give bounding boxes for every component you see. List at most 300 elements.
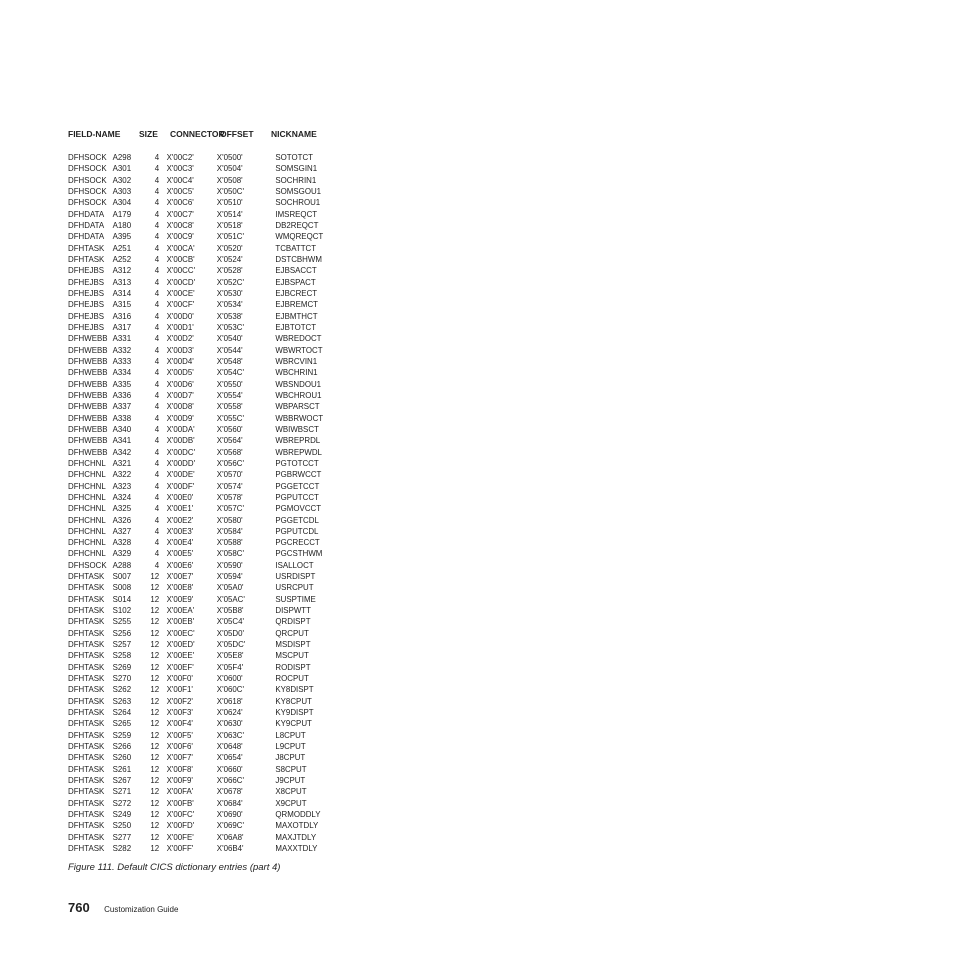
- row-nickname: PGGETCCT: [275, 480, 320, 491]
- row-field-name: DFHSOCK: [68, 559, 107, 570]
- row-field-name: DFHCHNL: [68, 537, 106, 548]
- row-size: 12: [150, 673, 160, 684]
- row-offset: X'0574': [216, 480, 243, 491]
- row-connector: X'00D4': [166, 355, 194, 366]
- row-field-name: DFHTASK: [68, 673, 105, 684]
- row-nickname: WBIWBSCT: [275, 423, 319, 434]
- row-connector: X'00EA': [166, 605, 195, 616]
- row-size: 12: [150, 809, 160, 820]
- row-connector: X'00EF': [166, 661, 194, 672]
- row-offset: X'053C': [216, 321, 245, 332]
- row-connector: X'00F4': [166, 718, 193, 729]
- row-size: 4: [154, 367, 160, 378]
- row-field-code: S269: [112, 661, 132, 672]
- row-field-code: A335: [112, 378, 132, 389]
- row-connector: X'00D9': [166, 412, 194, 423]
- table-row: [68, 560, 328, 571]
- row-size: 4: [154, 480, 160, 491]
- row-offset: X'063C': [216, 729, 245, 740]
- row-size: 12: [150, 718, 160, 729]
- row-nickname: S8CPUT: [275, 763, 307, 774]
- row-field-code: S259: [112, 729, 132, 740]
- row-field-code: A331: [112, 333, 132, 344]
- row-field-name: DFHCHNL: [68, 469, 106, 480]
- row-connector: X'00DC': [166, 446, 196, 457]
- page-footer: [68, 899, 178, 917]
- row-offset: X'057C': [216, 503, 245, 514]
- row-field-code: A341: [112, 435, 132, 446]
- row-offset: X'05AC': [216, 593, 245, 604]
- row-size: 12: [150, 593, 160, 604]
- table-row: [68, 345, 328, 356]
- row-size: 12: [150, 661, 160, 672]
- row-offset: X'05C4': [216, 616, 245, 627]
- row-offset: X'0648': [216, 741, 243, 752]
- row-field-code: A301: [112, 163, 132, 174]
- row-offset: X'0544': [216, 344, 243, 355]
- table-row: [68, 628, 328, 639]
- row-field-name: DFHTASK: [68, 843, 105, 854]
- row-connector: X'00FC': [166, 809, 195, 820]
- header-connector: CONNECTOR: [170, 129, 225, 139]
- row-size: 12: [150, 775, 160, 786]
- row-nickname: MAXXTDLY: [275, 843, 318, 854]
- table-row: [68, 231, 328, 242]
- row-size: 12: [150, 752, 160, 763]
- row-connector: X'00C6': [166, 197, 194, 208]
- row-offset: X'05DC': [216, 639, 246, 650]
- row-nickname: EJBREMCT: [275, 299, 318, 310]
- row-size: 4: [154, 355, 160, 366]
- row-field-name: DFHTASK: [68, 809, 105, 820]
- table-row: [68, 537, 328, 548]
- row-field-name: DFHTASK: [68, 752, 105, 763]
- row-offset: X'056C': [216, 457, 245, 468]
- row-field-name: DFHTASK: [68, 661, 105, 672]
- row-field-name: DFHTASK: [68, 242, 105, 253]
- row-offset: X'054C': [216, 367, 245, 378]
- row-field-code: S272: [112, 797, 132, 808]
- table-row: [68, 413, 328, 424]
- table-row: [68, 175, 328, 186]
- row-size: 4: [154, 537, 160, 548]
- table-row: [68, 503, 328, 514]
- row-offset: X'0500': [216, 152, 243, 162]
- row-nickname: WMQREQCT: [275, 231, 324, 242]
- row-size: 4: [154, 423, 160, 434]
- row-field-name: DFHWEBB: [68, 446, 108, 457]
- row-offset: X'05D0': [216, 627, 245, 638]
- row-nickname: PGCRECCT: [275, 537, 320, 548]
- table-row: [68, 311, 328, 322]
- row-offset: X'058C': [216, 548, 245, 559]
- row-connector: X'00FF': [166, 843, 194, 854]
- row-offset: X'0558': [216, 401, 243, 412]
- row-size: 4: [154, 152, 160, 162]
- table-row: [68, 424, 328, 435]
- row-field-name: DFHTASK: [68, 571, 105, 582]
- row-nickname: SOCHRIN1: [275, 174, 317, 185]
- row-offset: X'0654': [216, 752, 243, 763]
- row-size: 4: [154, 457, 160, 468]
- row-connector: X'00C5': [166, 185, 194, 196]
- row-nickname: WBREPWDL: [275, 446, 322, 457]
- row-field-code: A316: [112, 310, 132, 321]
- row-nickname: KY9DISPT: [275, 707, 314, 718]
- row-connector: X'00C8': [166, 219, 194, 230]
- row-size: 4: [154, 514, 160, 525]
- table-row: [68, 718, 328, 729]
- row-field-name: DFHDATA: [68, 219, 105, 230]
- row-nickname: PGPUTCDL: [275, 525, 319, 536]
- row-nickname: EJBCRECT: [275, 287, 318, 298]
- row-nickname: PGTOTCCT: [275, 457, 319, 468]
- row-offset: X'0530': [216, 287, 243, 298]
- row-size: 4: [154, 219, 160, 230]
- row-field-code: A288: [112, 559, 132, 570]
- row-nickname: MSDISPT: [275, 639, 311, 650]
- figure-caption: Figure 111. Default CICS dictionary entries (part 4): [68, 862, 281, 873]
- row-nickname: SOTOTCT: [275, 152, 314, 162]
- row-nickname: WBBRWOCT: [275, 412, 324, 423]
- row-offset: X'0504': [216, 163, 243, 174]
- row-offset: X'0560': [216, 423, 243, 434]
- table-row: [68, 243, 328, 254]
- row-field-name: DFHTASK: [68, 616, 105, 627]
- row-field-code: A337: [112, 401, 132, 412]
- row-nickname: SOMSGIN1: [275, 163, 318, 174]
- row-connector: X'00F0': [166, 673, 193, 684]
- table-row: [68, 481, 328, 492]
- row-nickname: MAXJTDLY: [275, 831, 317, 842]
- row-field-code: A329: [112, 548, 132, 559]
- row-field-code: S255: [112, 616, 132, 627]
- row-offset: X'052C': [216, 276, 245, 287]
- row-offset: X'0534': [216, 299, 243, 310]
- row-offset: X'0684': [216, 797, 243, 808]
- row-field-code: A324: [112, 491, 132, 502]
- row-field-code: A333: [112, 355, 132, 366]
- row-nickname: KY9CPUT: [275, 718, 312, 729]
- table-row: [68, 548, 328, 559]
- row-field-code: A334: [112, 367, 132, 378]
- row-field-code: A298: [112, 152, 132, 162]
- table-row: [68, 616, 328, 627]
- row-size: 12: [150, 627, 160, 638]
- row-field-code: A251: [112, 242, 132, 253]
- row-nickname: SOMSGOU1: [275, 185, 322, 196]
- row-nickname: WBREDOCT: [275, 333, 322, 344]
- row-field-code: S270: [112, 673, 132, 684]
- row-offset: X'0510': [216, 197, 243, 208]
- row-field-name: DFHTASK: [68, 582, 105, 593]
- row-field-name: DFHWEBB: [68, 333, 108, 344]
- row-field-code: A179: [112, 208, 132, 219]
- row-field-code: A322: [112, 469, 132, 480]
- row-connector: X'00F9': [166, 775, 193, 786]
- row-connector: X'00CB': [166, 253, 195, 264]
- row-offset: X'0578': [216, 491, 243, 502]
- row-nickname: WBWRTOCT: [275, 344, 323, 355]
- row-nickname: MSCPUT: [275, 650, 309, 661]
- row-nickname: KY8CPUT: [275, 695, 312, 706]
- row-nickname: PGMOVCCT: [275, 503, 322, 514]
- row-field-code: S271: [112, 786, 132, 797]
- table-row: [68, 673, 328, 684]
- table-row: [68, 571, 328, 582]
- row-offset: X'066C': [216, 775, 245, 786]
- table-row: [68, 798, 328, 809]
- row-nickname: EJBMTHCT: [275, 310, 318, 321]
- row-offset: X'051C': [216, 231, 245, 242]
- row-field-name: DFHTASK: [68, 729, 105, 740]
- row-size: 12: [150, 684, 160, 695]
- row-offset: X'0678': [216, 786, 243, 797]
- table-row: [68, 401, 328, 412]
- header-offset: OFFSET: [220, 129, 254, 139]
- row-connector: X'00E5': [166, 548, 194, 559]
- row-connector: X'00E7': [166, 571, 194, 582]
- row-connector: X'00F7': [166, 752, 193, 763]
- row-offset: X'0520': [216, 242, 243, 253]
- row-field-name: DFHCHNL: [68, 491, 106, 502]
- table-row: [68, 447, 328, 458]
- row-connector: X'00DB': [166, 435, 195, 446]
- row-nickname: ROCPUT: [275, 673, 309, 684]
- row-connector: X'00D5': [166, 367, 194, 378]
- row-nickname: WBCHRIN1: [275, 367, 318, 378]
- row-offset: X'0580': [216, 514, 243, 525]
- row-size: 4: [154, 265, 160, 276]
- row-nickname: WBPARSCT: [275, 401, 320, 412]
- row-offset: X'06A8': [216, 831, 244, 842]
- row-nickname: DISPWTT: [275, 605, 311, 616]
- row-field-name: DFHTASK: [68, 639, 105, 650]
- row-field-code: S262: [112, 684, 132, 695]
- row-field-code: A313: [112, 276, 132, 287]
- row-connector: X'00D6': [166, 378, 194, 389]
- row-field-code: S261: [112, 763, 132, 774]
- row-offset: X'0548': [216, 355, 243, 366]
- row-size: 4: [154, 163, 160, 174]
- row-field-name: DFHTASK: [68, 831, 105, 842]
- row-connector: X'00FA': [166, 786, 194, 797]
- row-size: 4: [154, 208, 160, 219]
- row-connector: X'00D2': [166, 333, 194, 344]
- row-nickname: WBSNDOU1: [275, 378, 322, 389]
- row-field-code: A180: [112, 219, 132, 230]
- row-connector: X'00DA': [166, 423, 195, 434]
- row-offset: X'0624': [216, 707, 243, 718]
- row-field-name: DFHTASK: [68, 593, 105, 604]
- table-row: [68, 390, 328, 401]
- row-nickname: PGBRWCCT: [275, 469, 322, 480]
- row-connector: X'00E3': [166, 525, 194, 536]
- row-size: 4: [154, 197, 160, 208]
- row-field-name: DFHEJBS: [68, 299, 105, 310]
- table-row: [68, 277, 328, 288]
- row-field-name: DFHCHNL: [68, 503, 106, 514]
- row-nickname: QRDISPT: [275, 616, 311, 627]
- row-field-name: DFHDATA: [68, 208, 105, 219]
- row-size: 4: [154, 310, 160, 321]
- table-row: [68, 820, 328, 831]
- row-field-code: A252: [112, 253, 132, 264]
- row-field-code: A303: [112, 185, 132, 196]
- row-offset: X'0570': [216, 469, 243, 480]
- row-nickname: RODISPT: [275, 661, 311, 672]
- row-nickname: MAXOTDLY: [275, 820, 319, 831]
- row-offset: X'0630': [216, 718, 243, 729]
- table-row: [68, 163, 328, 174]
- row-nickname: X9CPUT: [275, 797, 307, 808]
- row-nickname: WBREPRDL: [275, 435, 321, 446]
- row-nickname: DSTCBHWM: [275, 253, 322, 264]
- row-size: 4: [154, 389, 160, 400]
- row-size: 12: [150, 571, 160, 582]
- row-size: 4: [154, 253, 160, 264]
- row-connector: X'00EE': [166, 650, 195, 661]
- row-size: 12: [150, 707, 160, 718]
- row-connector: X'00FE': [166, 831, 194, 842]
- row-connector: X'00F8': [166, 763, 193, 774]
- table-row: [68, 186, 328, 197]
- row-field-code: A326: [112, 514, 132, 525]
- table-row: [68, 662, 328, 673]
- row-field-name: DFHTASK: [68, 786, 105, 797]
- row-field-code: S258: [112, 650, 132, 661]
- row-offset: X'050C': [216, 185, 245, 196]
- row-nickname: PGCSTHWM: [275, 548, 323, 559]
- row-offset: X'0514': [216, 208, 243, 219]
- row-field-name: DFHTASK: [68, 820, 105, 831]
- row-connector: X'00CE': [166, 287, 195, 298]
- row-offset: X'0508': [216, 174, 243, 185]
- row-offset: X'069C': [216, 820, 245, 831]
- row-nickname: SUSPTIME: [275, 593, 316, 604]
- row-nickname: PGGETCDL: [275, 514, 319, 525]
- row-field-code: S277: [112, 831, 132, 842]
- row-field-name: DFHWEBB: [68, 423, 108, 434]
- row-field-code: A321: [112, 457, 132, 468]
- row-connector: X'00F1': [166, 684, 193, 695]
- row-connector: X'00E8': [166, 582, 194, 593]
- row-size: 4: [154, 435, 160, 446]
- table-row: [68, 832, 328, 843]
- table-row: [68, 752, 328, 763]
- row-nickname: ISALLOCT: [275, 559, 314, 570]
- row-field-name: DFHEJBS: [68, 310, 105, 321]
- row-connector: X'00C4': [166, 174, 194, 185]
- row-offset: X'0568': [216, 446, 243, 457]
- table-row: [68, 458, 328, 469]
- row-size: 12: [150, 741, 160, 752]
- row-size: 12: [150, 820, 160, 831]
- table-row: [68, 696, 328, 707]
- row-field-code: A342: [112, 446, 132, 457]
- row-offset: X'055C': [216, 412, 245, 423]
- row-offset: X'0524': [216, 253, 243, 264]
- table-row: [68, 379, 328, 390]
- table-row: [68, 605, 328, 616]
- row-nickname: L9CPUT: [275, 741, 306, 752]
- row-field-name: DFHSOCK: [68, 152, 107, 162]
- table-row: [68, 684, 328, 695]
- row-connector: X'00C7': [166, 208, 194, 219]
- row-field-name: DFHTASK: [68, 684, 105, 695]
- table-row: [68, 526, 328, 537]
- row-field-code: S249: [112, 809, 132, 820]
- book-title: Customization Guide: [104, 905, 179, 914]
- row-nickname: QRMODDLY: [275, 809, 321, 820]
- row-field-name: DFHWEBB: [68, 435, 108, 446]
- table-row: [68, 809, 328, 820]
- row-field-code: A395: [112, 231, 132, 242]
- row-offset: X'05A0': [216, 582, 244, 593]
- row-field-name: DFHCHNL: [68, 514, 106, 525]
- table-row: [68, 639, 328, 650]
- row-offset: X'0518': [216, 219, 243, 230]
- row-size: 4: [154, 491, 160, 502]
- table-row: [68, 843, 328, 854]
- row-field-code: A332: [112, 344, 132, 355]
- row-nickname: EJBSACCT: [275, 265, 317, 276]
- table-row: [68, 492, 328, 503]
- row-offset: X'0588': [216, 537, 243, 548]
- row-size: 12: [150, 797, 160, 808]
- table-row: [68, 265, 328, 276]
- table-row: [68, 333, 328, 344]
- row-connector: X'00ED': [166, 639, 195, 650]
- row-field-code: S250: [112, 820, 132, 831]
- row-size: 12: [150, 831, 160, 842]
- row-connector: X'00DD': [166, 457, 196, 468]
- row-field-code: A325: [112, 503, 132, 514]
- row-size: 4: [154, 344, 160, 355]
- row-offset: X'0538': [216, 310, 243, 321]
- row-size: 12: [150, 729, 160, 740]
- row-size: 4: [154, 321, 160, 332]
- row-size: 4: [154, 559, 160, 570]
- row-size: 4: [154, 299, 160, 310]
- row-offset: X'0600': [216, 673, 243, 684]
- row-connector: X'00C2': [166, 152, 194, 162]
- row-field-name: DFHTASK: [68, 707, 105, 718]
- table-row: [68, 707, 328, 718]
- row-offset: X'0618': [216, 695, 243, 706]
- row-field-code: S264: [112, 707, 132, 718]
- row-field-code: A312: [112, 265, 132, 276]
- row-field-name: DFHWEBB: [68, 344, 108, 355]
- row-nickname: IMSREQCT: [275, 208, 318, 219]
- row-field-code: A338: [112, 412, 132, 423]
- row-size: 4: [154, 287, 160, 298]
- row-field-code: S102: [112, 605, 132, 616]
- row-size: 4: [154, 231, 160, 242]
- row-connector: X'00E4': [166, 537, 194, 548]
- row-connector: X'00CA': [166, 242, 195, 253]
- row-field-code: A327: [112, 525, 132, 536]
- row-size: 4: [154, 503, 160, 514]
- row-connector: X'00D1': [166, 321, 194, 332]
- row-field-code: S007: [112, 571, 132, 582]
- row-offset: X'0584': [216, 525, 243, 536]
- row-connector: X'00CF': [166, 299, 195, 310]
- table-row: [68, 594, 328, 605]
- row-field-code: S008: [112, 582, 132, 593]
- row-field-name: DFHCHNL: [68, 548, 106, 559]
- table-row: [68, 469, 328, 480]
